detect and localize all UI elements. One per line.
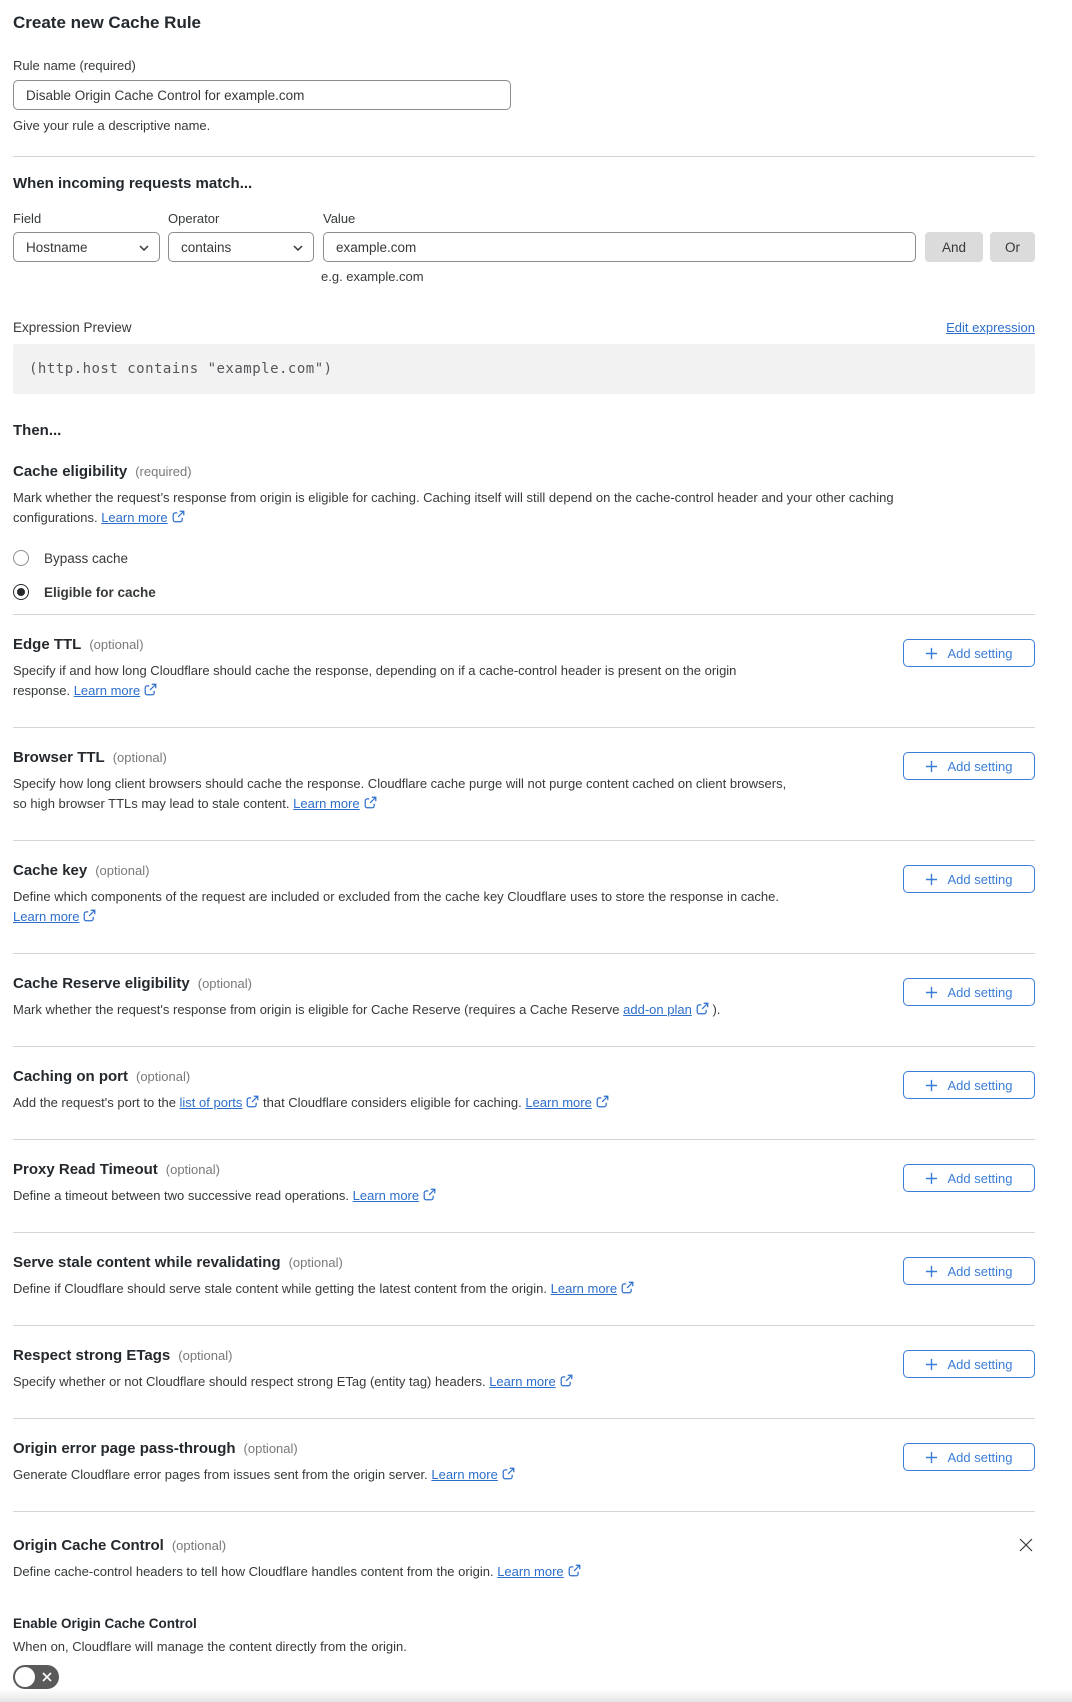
enable-origin-cache-control-description: When on, Cloudflare will manage the content directly from the origin. xyxy=(13,1639,407,1654)
operator-select-value: contains xyxy=(181,239,232,255)
learn-more-link[interactable]: Learn more xyxy=(13,909,80,924)
expression-code: (http.host contains "example.com") xyxy=(29,361,333,377)
external-link-icon xyxy=(568,1564,581,1577)
setting-description-text: Specify if and how long Cloudflare should cache the response, depending on if a cache-control header is present on the origin response. xyxy=(13,663,737,698)
setting-description-text: Add the request's port to the xyxy=(13,1095,180,1110)
field-select[interactable] xyxy=(13,232,160,262)
origin-cache-control-description xyxy=(13,1562,1035,1582)
edit-expression-link[interactable]: Edit expression xyxy=(946,320,1035,335)
setting-title: Origin error page pass-through xyxy=(13,1440,236,1457)
setting-title: Caching on port xyxy=(13,1068,128,1085)
learn-more-link[interactable]: Learn more xyxy=(525,1095,592,1110)
cache-eligibility-qualifier: (required) xyxy=(135,464,192,479)
value-input[interactable] xyxy=(323,232,916,262)
add-setting-label: Add setting xyxy=(947,1449,1013,1465)
setting-description-text: Specify whether or not Cloudflare should respect strong ETag (entity tag) headers. xyxy=(13,1374,490,1389)
external-link-icon xyxy=(502,1467,515,1480)
learn-more-link[interactable]: Learn more xyxy=(497,1564,564,1579)
plus-icon xyxy=(925,986,938,999)
plus-icon xyxy=(925,1172,938,1185)
external-link-icon xyxy=(596,1095,609,1108)
plus-icon xyxy=(925,873,938,886)
setting-description xyxy=(13,887,788,927)
setting-description xyxy=(13,661,788,701)
setting-title: Proxy Read Timeout xyxy=(13,1161,158,1178)
setting-description xyxy=(13,774,788,814)
learn-more-link[interactable]: Learn more xyxy=(489,1374,556,1389)
add-setting-button[interactable] xyxy=(903,752,1035,780)
setting-qualifier: (optional) xyxy=(165,1162,220,1177)
add-setting-label: Add setting xyxy=(947,984,1013,1000)
setting-qualifier: (optional) xyxy=(95,863,150,878)
condition-labels xyxy=(13,210,1035,227)
add-setting-button[interactable] xyxy=(903,865,1035,893)
chevron-down-icon xyxy=(293,245,303,251)
setting-description xyxy=(13,1000,788,1020)
origin-cache-control-title: Origin Cache Control xyxy=(13,1537,164,1554)
plus-icon xyxy=(925,1358,938,1371)
add-setting-label: Add setting xyxy=(947,1077,1013,1093)
setting-section-origin-error-page-pass-through xyxy=(13,1418,1035,1511)
rule-name-label: Rule name (required) xyxy=(13,58,136,73)
external-link-icon xyxy=(246,1095,259,1108)
external-link-icon xyxy=(560,1374,573,1387)
radio-selected-icon[interactable] xyxy=(13,584,29,600)
setting-qualifier: (optional) xyxy=(136,1069,191,1084)
setting-description-text: Define a timeout between two successive read operations. xyxy=(13,1188,353,1203)
plus-icon xyxy=(925,1451,938,1464)
add-setting-label: Add setting xyxy=(947,871,1013,887)
expression-preview-label: Expression Preview xyxy=(13,320,132,335)
field-select-value: Hostname xyxy=(26,239,88,255)
setting-title: Serve stale content while revalidating xyxy=(13,1254,281,1271)
plus-icon xyxy=(925,647,938,660)
value-hint: e.g. example.com xyxy=(321,269,424,284)
setting-description xyxy=(13,1372,788,1392)
learn-more-link[interactable]: Learn more xyxy=(101,510,168,525)
add-setting-button[interactable] xyxy=(903,1350,1035,1378)
toggle-knob xyxy=(15,1667,35,1687)
setting-description-text: ). xyxy=(708,1002,721,1017)
external-link-icon xyxy=(621,1281,634,1294)
setting-description-text: Define if Cloudflare should serve stale content while getting the latest content from the origin. xyxy=(13,1281,551,1296)
setting-description xyxy=(13,1279,788,1299)
operator-select[interactable] xyxy=(168,232,314,262)
add-setting-button[interactable] xyxy=(903,1071,1035,1099)
chevron-down-icon xyxy=(139,245,149,251)
external-link-icon xyxy=(364,796,377,809)
setting-section-serve-stale-content-while-revalidating xyxy=(13,1232,1035,1325)
or-button[interactable]: Or xyxy=(990,232,1035,262)
plus-icon xyxy=(925,760,938,773)
setting-section-browser-ttl xyxy=(13,727,1035,840)
external-link-icon xyxy=(144,683,157,696)
setting-qualifier: (optional) xyxy=(243,1441,298,1456)
setting-title: Browser TTL xyxy=(13,749,105,766)
operator-label: Operator xyxy=(168,211,220,226)
setting-qualifier: (optional) xyxy=(178,1348,233,1363)
field-label: Field xyxy=(13,211,42,226)
plus-icon xyxy=(925,1079,938,1092)
divider xyxy=(13,156,1035,157)
expression-preview-block xyxy=(13,344,1035,394)
setting-description-text: Generate Cloudflare error pages from issues sent from the origin server. xyxy=(13,1467,432,1482)
setting-description xyxy=(13,1186,788,1206)
rule-name-help: Give your rule a descriptive name. xyxy=(13,118,211,133)
learn-more-link[interactable]: Learn more xyxy=(550,1281,618,1296)
learn-more-link[interactable]: add-on plan xyxy=(623,1002,692,1017)
setting-description-text: that Cloudflare considers eligible for caching. xyxy=(259,1095,526,1110)
setting-title: Cache key xyxy=(13,862,88,879)
setting-section-edge-ttl xyxy=(13,614,1035,727)
enable-origin-cache-control-label: Enable Origin Cache Control xyxy=(13,1616,197,1631)
setting-description-text: Mark whether the request's response from origin is eligible for Cache Reserve (requires a Cache Reserve xyxy=(13,1002,624,1017)
external-link-icon xyxy=(696,1002,709,1015)
learn-more-link[interactable]: Learn more xyxy=(352,1188,420,1203)
setting-title: Edge TTL xyxy=(13,636,82,653)
setting-title: Cache Reserve eligibility xyxy=(13,975,190,992)
then-heading: Then... xyxy=(13,422,62,439)
cache-eligibility-description xyxy=(13,488,948,528)
learn-more-link[interactable]: list of ports xyxy=(179,1095,243,1110)
cache-eligibility-options xyxy=(13,548,1035,602)
settings-list xyxy=(13,614,1035,1511)
add-setting-label: Add setting xyxy=(947,1170,1013,1186)
add-setting-button[interactable] xyxy=(903,1257,1035,1285)
learn-more-link[interactable]: Learn more xyxy=(431,1467,498,1482)
setting-description xyxy=(13,1093,788,1113)
and-button[interactable]: And xyxy=(925,232,983,262)
cache-eligibility-title: Cache eligibility xyxy=(13,463,128,480)
toggle-x-icon xyxy=(42,1672,52,1682)
setting-description-text: Define which components of the request are included or excluded from the cache key Cloudflare uses to store the response in cache. xyxy=(13,889,779,904)
learn-more-link[interactable]: Learn more xyxy=(293,796,360,811)
setting-section-cache-reserve-eligibility xyxy=(13,953,1035,1046)
bottom-scroll-shadow xyxy=(0,1689,1072,1702)
add-setting-label: Add setting xyxy=(947,645,1013,661)
setting-qualifier: (optional) xyxy=(89,637,144,652)
radio-label: Bypass cache xyxy=(44,550,129,566)
setting-section-cache-key xyxy=(13,840,1035,953)
origin-cache-control-description-text: Define cache-control headers to tell how Cloudflare handles content from the origin. xyxy=(13,1564,494,1579)
origin-cache-control-qualifier: (optional) xyxy=(171,1538,227,1553)
setting-description xyxy=(13,1465,788,1485)
cache-eligibility-description-text: Mark whether the request’s response from origin is eligible for caching. Caching itself will still depend on the cache-control header and your other caching configurations. xyxy=(13,490,894,525)
external-link-icon xyxy=(172,510,185,523)
external-link-icon xyxy=(83,909,96,922)
setting-section-proxy-read-timeout xyxy=(13,1139,1035,1232)
setting-title: Respect strong ETags xyxy=(13,1347,171,1364)
add-setting-label: Add setting xyxy=(947,1263,1013,1279)
condition-row xyxy=(13,232,1035,262)
setting-qualifier: (optional) xyxy=(112,750,167,765)
match-heading: When incoming requests match... xyxy=(13,175,253,192)
close-icon[interactable] xyxy=(1017,1536,1035,1554)
value-label: Value xyxy=(323,211,356,226)
radio-option-bypass-cache[interactable] xyxy=(13,548,1035,568)
add-setting-button[interactable] xyxy=(903,639,1035,667)
add-setting-label: Add setting xyxy=(947,1356,1013,1372)
origin-cache-control-toggle[interactable] xyxy=(13,1665,59,1689)
setting-qualifier: (optional) xyxy=(288,1255,343,1270)
add-setting-button[interactable] xyxy=(903,978,1035,1006)
add-setting-button[interactable] xyxy=(903,1164,1035,1192)
external-link-icon xyxy=(423,1188,436,1201)
page-title: Create new Cache Rule xyxy=(13,13,202,32)
setting-qualifier: (optional) xyxy=(197,976,252,991)
rule-name-input[interactable] xyxy=(13,80,511,110)
setting-section-respect-strong-etags xyxy=(13,1325,1035,1418)
add-setting-button[interactable] xyxy=(903,1443,1035,1471)
radio-unselected-icon[interactable] xyxy=(13,550,29,566)
radio-option-eligible-for-cache[interactable] xyxy=(13,582,1035,602)
learn-more-link[interactable]: Learn more xyxy=(73,683,141,698)
add-setting-label: Add setting xyxy=(947,758,1013,774)
setting-description-text: Specify how long client browsers should cache the response. Cloudflare cache purge will not purge content cached on client browsers, so high browser TTLs may lead to stale content. xyxy=(13,776,787,811)
setting-section-caching-on-port xyxy=(13,1046,1035,1139)
plus-icon xyxy=(925,1265,938,1278)
radio-label: Eligible for cache xyxy=(44,584,156,600)
setting-section-origin-cache-control xyxy=(13,1511,1035,1689)
